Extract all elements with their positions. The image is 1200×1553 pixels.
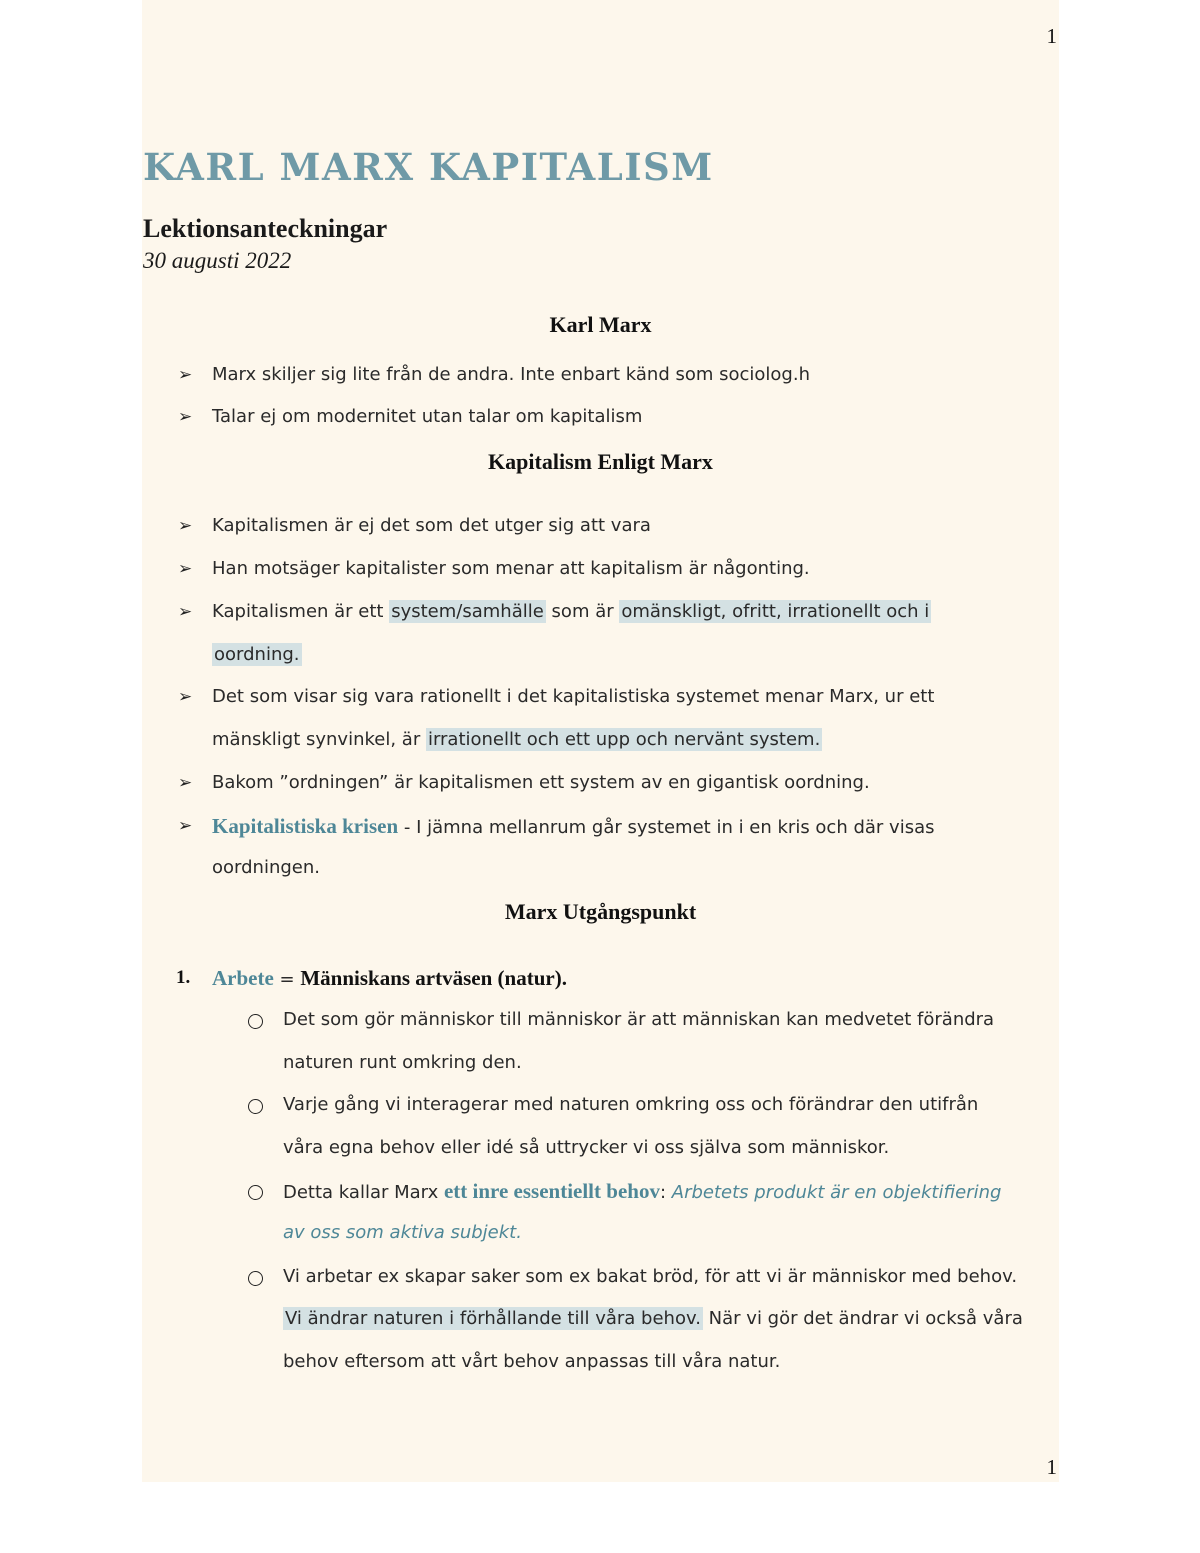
bullet-text xyxy=(212,599,931,625)
italic-quote: av oss som aktiva subjekt. xyxy=(283,1222,522,1243)
highlighted-text: oordning. xyxy=(214,644,300,665)
document-title: KARL MARX KAPITALISM xyxy=(143,145,714,189)
sub-bullet-text-continuation: naturen runt omkring den. xyxy=(283,1052,522,1073)
list-number: 1. xyxy=(176,967,191,988)
bullet-text-continuation: oordningen. xyxy=(212,857,320,878)
bullet-text-continuation xyxy=(212,727,822,753)
circle-bullet-icon xyxy=(248,1185,263,1200)
italic-quote: Arbetets produkt är en objektifiering xyxy=(671,1182,1002,1203)
sub-bullet-text-continuation xyxy=(283,1220,522,1246)
text-run: Detta kallar Marx xyxy=(283,1182,444,1203)
circle-bullet-icon xyxy=(248,1099,263,1114)
text-run: - I jämna mellanrum går systemet in i en kris och där visas xyxy=(398,817,935,838)
key-term: Kapitalistiska krisen xyxy=(212,814,399,838)
highlighted-text: system/samhälle xyxy=(391,601,544,622)
sub-bullet-text: Varje gång vi interagerar med naturen omkring oss och förändrar den utifrån xyxy=(283,1094,979,1115)
bullet-text: Talar ej om modernitet utan talar om kapitalism xyxy=(212,406,643,427)
bullet-text: Det som visar sig vara rationellt i det kapitalistiska systemet menar Marx, ur ett xyxy=(212,686,935,707)
arrow-bullet-icon: ➢ xyxy=(178,816,193,836)
text-run: : xyxy=(659,1182,672,1203)
text-run: mänskligt synvinkel, är xyxy=(212,729,426,750)
bullet-text xyxy=(212,813,934,841)
text-run: Kapitalismen är ett xyxy=(212,601,390,622)
text-run: När vi gör det ändrar vi också våra xyxy=(702,1308,1023,1329)
arrow-bullet-icon: ➢ xyxy=(178,559,193,579)
arrow-bullet-icon: ➢ xyxy=(178,687,193,707)
numbered-item-text xyxy=(212,965,567,993)
arrow-bullet-icon: ➢ xyxy=(178,407,193,427)
section-heading-karl-marx: Karl Marx xyxy=(549,312,652,337)
bullet-text: Han motsäger kapitalister som menar att kapitalism är någonting. xyxy=(212,558,810,579)
sub-bullet-text: Det som gör människor till människor är att människan kan medvetet förändra xyxy=(283,1009,995,1030)
text-run: = xyxy=(273,969,301,990)
arrow-bullet-icon: ➢ xyxy=(178,516,193,536)
bullet-text: Bakom ”ordningen” är kapitalismen ett system av en gigantisk oordning. xyxy=(212,772,870,793)
highlighted-text: irrationellt och ett upp och nervänt system. xyxy=(427,729,821,750)
document-subtitle: Lektionsanteckningar xyxy=(143,214,388,243)
circle-bullet-icon xyxy=(248,1271,263,1286)
key-term: ett inre essentiellt behov xyxy=(443,1179,660,1203)
circle-bullet-icon xyxy=(248,1014,263,1029)
arrow-bullet-icon: ➢ xyxy=(178,602,193,622)
sub-bullet-text-continuation: behov eftersom att vårt behov anpassas till våra natur. xyxy=(283,1351,781,1372)
bullet-text: Marx skiljer sig lite från de andra. Inte enbart känd som sociolog.h xyxy=(212,364,810,385)
definition-text: Människans artväsen (natur). xyxy=(300,966,567,990)
sub-bullet-text xyxy=(283,1178,1001,1206)
arrow-bullet-icon: ➢ xyxy=(178,773,193,793)
section-heading-kapitalism: Kapitalism Enligt Marx xyxy=(488,449,713,474)
highlighted-text: omänskligt, ofritt, irrationellt och i xyxy=(621,601,930,622)
page-number-bottom: 1 xyxy=(1046,1455,1057,1479)
bullet-text: Kapitalismen är ej det som det utger sig att vara xyxy=(212,515,651,536)
page-number-top: 1 xyxy=(1046,24,1057,48)
sub-bullet-text-continuation: våra egna behov eller idé så uttrycker vi oss själva som människor. xyxy=(283,1137,890,1158)
text-run: som är xyxy=(545,601,620,622)
sub-bullet-text-continuation xyxy=(283,1306,1023,1332)
section-heading-utgangspunkt: Marx Utgångspunkt xyxy=(504,899,697,924)
key-term: Arbete xyxy=(212,966,274,990)
sub-bullet-text: Vi arbetar ex skapar saker som ex bakat bröd, för att vi är människor med behov. xyxy=(283,1266,1018,1287)
bullet-text-continuation xyxy=(212,642,302,668)
arrow-bullet-icon: ➢ xyxy=(178,365,193,385)
document-date: 30 augusti 2022 xyxy=(143,248,292,273)
highlighted-text: Vi ändrar naturen i förhållande till våra behov. xyxy=(285,1308,701,1329)
